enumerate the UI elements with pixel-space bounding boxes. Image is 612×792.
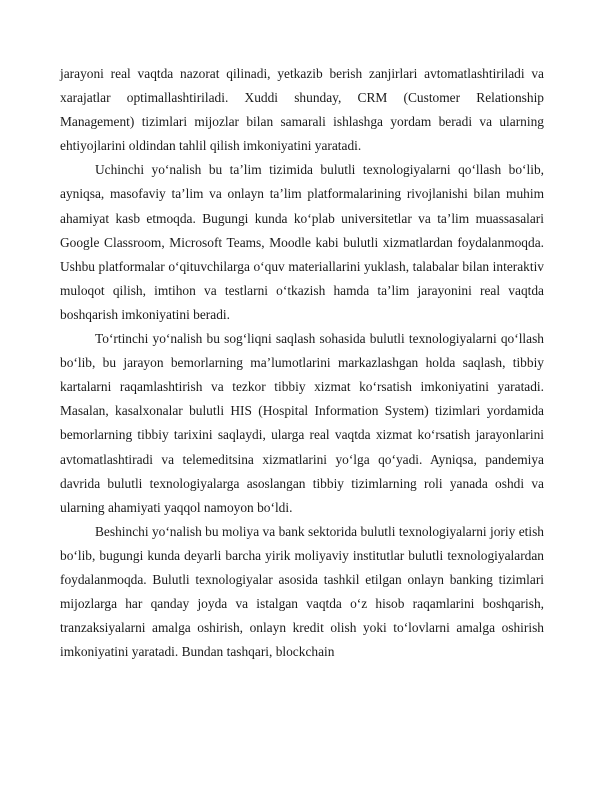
document-page — [60, 62, 544, 664]
paragraph-education: Uchinchi yo‘nalish bu ta’lim tizimida bulutli texnologiyalarni qo‘llash bo‘lib, ayniqsa, masofaviy ta’lim va onlayn ta’lim platformalarining rivojlanishi bilan muhim ahamiyat kasb etmoqda. Bugungi kunda ko‘plab universitetlar va ta’lim muassasalari Google Classroom, Microsoft Teams, Moodle kabi bulutli xizmatlardan foydalanmoqda. Ushbu platformalar o‘qituvchilarga o‘quv materiallarini yuklash, talabalar bilan interaktiv muloqot qilish, imtihon va testlarni o‘tkazish hamda ta’lim jarayonini real vaqtda boshqarish imkoniyatini beradi. — [60, 162, 544, 322]
paragraph-healthcare: To‘rtinchi yo‘nalish bu sog‘liqni saqlash sohasida bulutli texnologiyalarni qo‘llash bo‘lib, bu jarayon bemorlarning ma’lumotlarini markazlashgan holda saqlash, tibbiy kartalarni raqamlashtirish va tezkor tibbiy xizmat ko‘rsatish imkoniyatini yaratadi. Masalan, kasalxonalar bulutli HIS (Hospital Information System) tizimlari yordamida bemorlarning tibbiy tarixini saqlaydi, ularga real vaqtda xizmat ko‘rsatish jarayonlarini avtomatlashtiradi va telemeditsina xizmatlarini yo‘lga qo‘yadi. Ayniqsa, pandemiya davrida bulutli texnologiyalarga asoslangan tibbiy tizimlarning roli yanada oshdi va ularning ahamiyati yaqqol namoyon bo‘ldi. — [60, 331, 544, 515]
paragraph-finance: Beshinchi yo‘nalish bu moliya va bank sektorida bulutli texnologiyalarni joriy etish bo‘lib, bugungi kunda deyarli barcha yirik moliyaviy institutlar bulutli texnologiyalardan foydalanmoqda. Bulutli texnologiyalar asosida tashkil etilgan onlayn banking tizimlari mijozlarga har qanday joyda va istalgan vaqtda o‘z hisob raqamlarini boshqarish, tranzaksiyalarni amalga oshirish, onlayn kredit olish yoki to‘lovlarni amalga oshirish imkoniyatini yaratadi. Bundan tashqari, blockchain — [60, 523, 544, 660]
paragraph-continuation: jarayoni real vaqtda nazorat qilinadi, yetkazib berish zanjirlari avtomatlashtiriladi va xarajatlar optimallashtiriladi. Xuddi shunday, CRM (Customer Relationship Management) tizimlari mijozlar bilan samarali ishlashga yordam beradi va ularning ehtiyojlarini oldindan tahlil qilish imkoniyatini yaratadi. — [60, 66, 544, 154]
